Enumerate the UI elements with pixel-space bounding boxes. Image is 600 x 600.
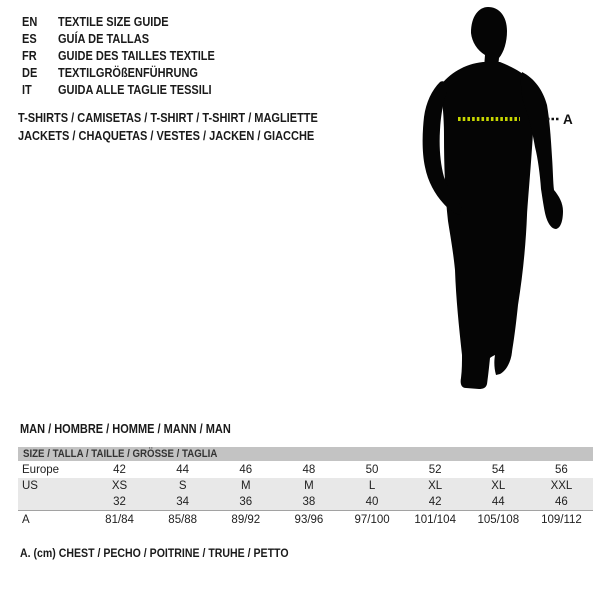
- size-cell: 52: [404, 461, 467, 478]
- size-cell: 36: [214, 494, 277, 511]
- size-table-header-bar: [18, 447, 593, 461]
- category-line-jackets: JACKETS / CHAQUETAS / VESTES / JACKEN / GIACCHE: [18, 129, 315, 143]
- size-cell: 32: [88, 494, 151, 511]
- table-row-us-numeric: [18, 494, 593, 511]
- language-code: ES: [22, 32, 37, 46]
- size-cell: M: [277, 478, 340, 494]
- size-cell: XS: [88, 478, 151, 494]
- size-cell: 50: [341, 461, 404, 478]
- size-table: [18, 447, 593, 529]
- size-cell: 44: [467, 494, 530, 511]
- table-row-us: [18, 478, 593, 494]
- measure-label-a: A: [563, 112, 573, 127]
- section-title-man: [20, 422, 260, 436]
- man-silhouette-figure: [395, 0, 600, 400]
- size-cell: 34: [151, 494, 214, 511]
- language-row: [22, 82, 236, 99]
- size-cell: 93/96: [277, 511, 340, 530]
- size-cell: 97/100: [341, 511, 404, 530]
- row-label-us: US: [18, 478, 88, 494]
- size-cell: 40: [341, 494, 404, 511]
- size-cell: 42: [404, 494, 467, 511]
- language-label: GUÍA DE TALLAS: [58, 32, 150, 46]
- size-cell: 101/104: [404, 511, 467, 530]
- section-title-text: MAN / HOMBRE / HOMME / MANN / MAN: [20, 422, 231, 436]
- language-list: [22, 14, 236, 99]
- language-code: FR: [22, 49, 37, 63]
- category-list: [18, 109, 359, 145]
- size-cell: 46: [530, 494, 593, 511]
- language-row: [22, 48, 236, 65]
- language-code: DE: [22, 66, 38, 80]
- size-cell: 81/84: [88, 511, 151, 530]
- size-cell: XL: [467, 478, 530, 494]
- category-line-tshirts: T-SHIRTS / CAMISETAS / T-SHIRT / T-SHIRT / MAGLIETTE: [18, 111, 318, 125]
- size-cell: 54: [467, 461, 530, 478]
- size-cell: 44: [151, 461, 214, 478]
- size-cell: 85/88: [151, 511, 214, 530]
- size-cell: 89/92: [214, 511, 277, 530]
- table-row-europe: [18, 461, 593, 478]
- measurement-footnote-text: A. (cm) CHEST / PECHO / POITRINE / TRUHE / PETTO: [20, 546, 289, 560]
- row-label-europe: Europe: [18, 461, 88, 478]
- language-row: [22, 14, 236, 31]
- table-row-chest-a: [18, 511, 593, 530]
- size-cell: 109/112: [530, 511, 593, 530]
- size-cell: L: [341, 478, 404, 494]
- measurement-footnote: [20, 546, 325, 560]
- language-label: TEXTILE SIZE GUIDE: [58, 15, 169, 29]
- language-label: GUIDA ALLE TAGLIE TESSILI: [58, 83, 212, 97]
- language-code: IT: [22, 83, 32, 97]
- size-cell: 46: [214, 461, 277, 478]
- man-silhouette: [423, 7, 563, 389]
- size-cell: 56: [530, 461, 593, 478]
- size-cell: 48: [277, 461, 340, 478]
- size-cell: M: [214, 478, 277, 494]
- size-table-header-text: SIZE / TALLA / TAILLE / GRÖSSE / TAGLIA: [23, 448, 218, 460]
- size-cell: XL: [404, 478, 467, 494]
- language-code: EN: [22, 15, 38, 29]
- language-row: [22, 31, 236, 48]
- row-label-a: A: [18, 511, 88, 530]
- size-cell: 38: [277, 494, 340, 511]
- row-label-empty: [18, 494, 88, 511]
- size-cell: 42: [88, 461, 151, 478]
- size-cell: 105/108: [467, 511, 530, 530]
- size-cell: S: [151, 478, 214, 494]
- language-label: TEXTILGRÖßENFÜHRUNG: [58, 66, 198, 80]
- language-row: [22, 65, 236, 82]
- language-label: GUIDE DES TAILLES TEXTILE: [58, 49, 215, 63]
- size-cell: XXL: [530, 478, 593, 494]
